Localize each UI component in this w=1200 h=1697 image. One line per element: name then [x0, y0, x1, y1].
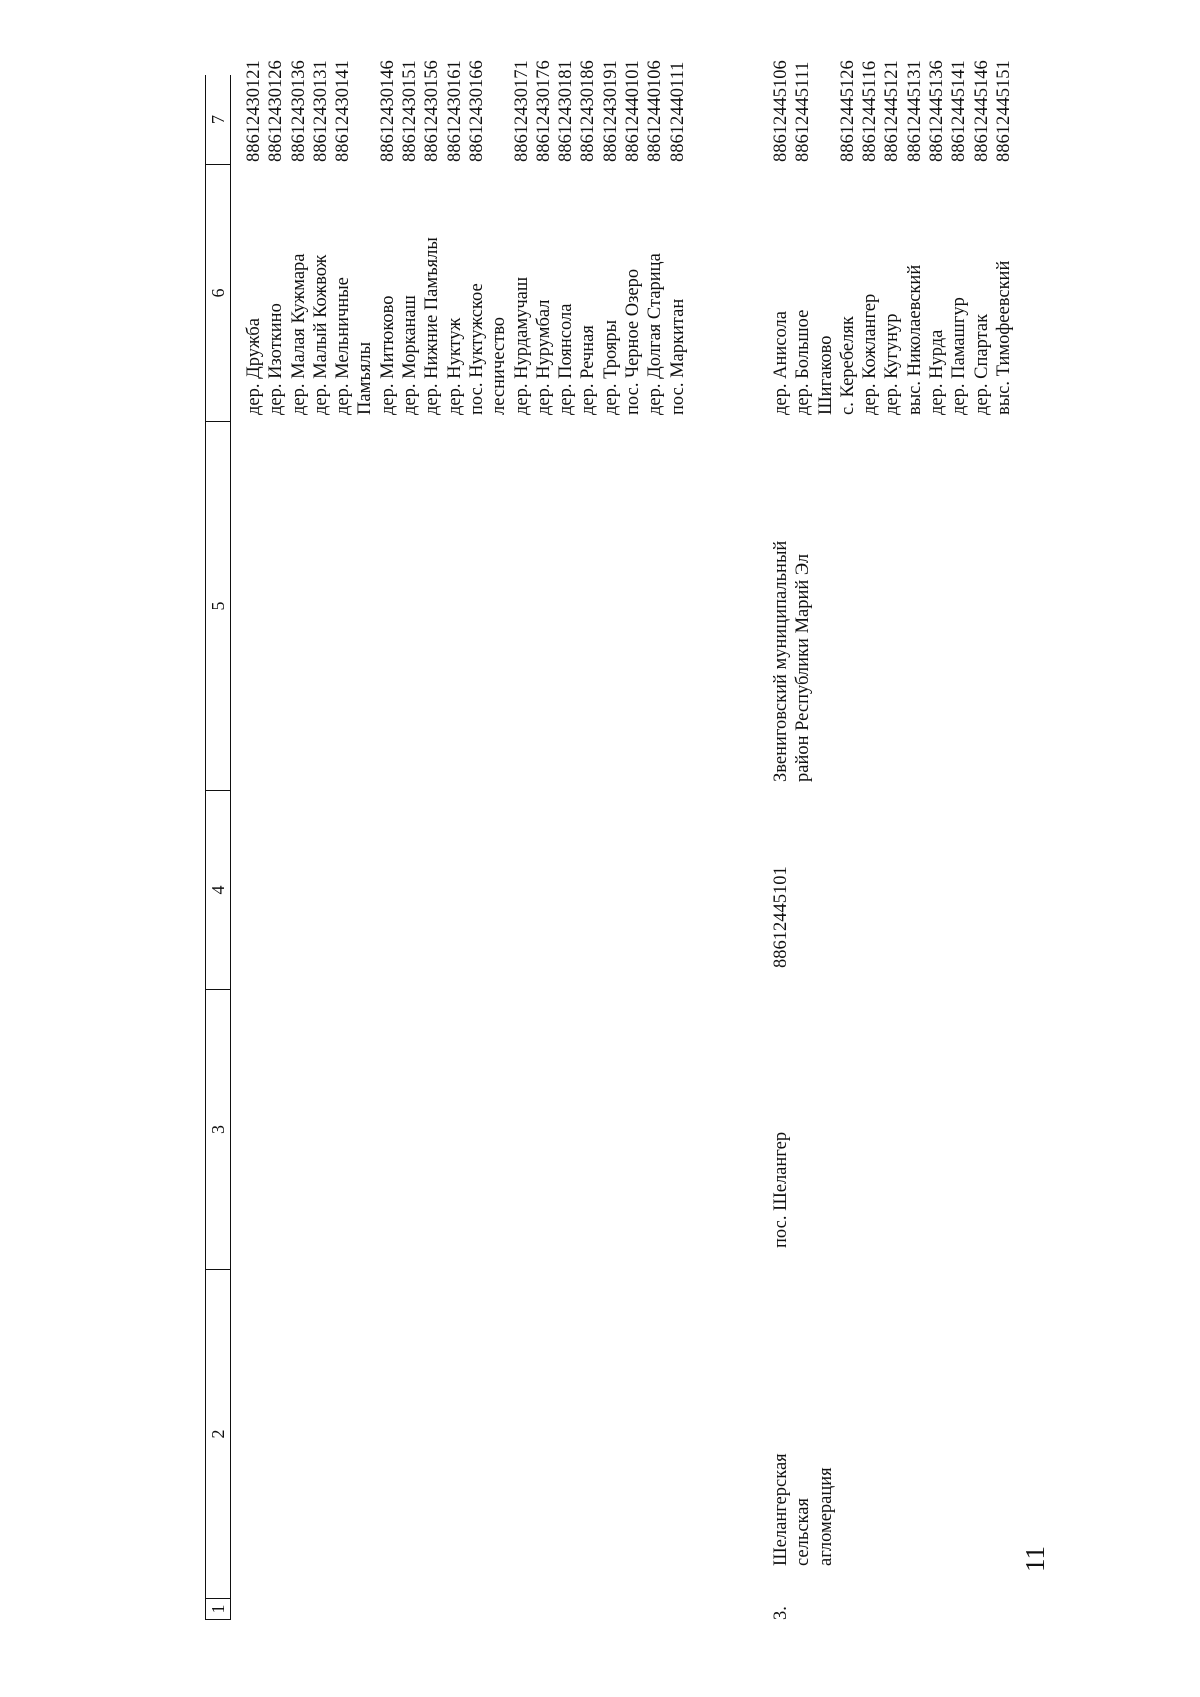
header-col-7: 7 — [208, 115, 228, 124]
list-item: 88612430136 — [288, 60, 309, 162]
list-item: лесничество — [489, 316, 510, 415]
header-col-3: 3 — [206, 989, 230, 1269]
list-item: 88612445151 — [993, 60, 1014, 162]
list-item: 88612430156 — [422, 60, 443, 162]
list-item: дер. Нурдамучаш — [511, 276, 532, 415]
header-col-1: 1 — [206, 1598, 230, 1620]
rotated-table — [205, 60, 1065, 1620]
list-item: дер. Поянсола — [556, 303, 577, 415]
list-item: дер. Большое — [793, 309, 814, 415]
list-item: 88612430186 — [578, 60, 599, 162]
list-item: 88612445136 — [927, 60, 948, 162]
header-col-4: 4 — [206, 790, 230, 989]
list-item: дер. Нурда — [927, 329, 948, 415]
list-item: 88612445126 — [837, 60, 858, 162]
list-item: 88612430166 — [466, 60, 487, 162]
list-item: 88612440111 — [667, 61, 688, 162]
list-item: 88612440101 — [623, 60, 644, 162]
table-header-row — [205, 75, 231, 1620]
district-name: Звениговский муниципальный район Республики Марий Эл — [771, 540, 814, 782]
list-item: пос. Маркитан — [667, 298, 688, 415]
list-item — [354, 60, 376, 162]
list-item: 88612445111 — [793, 61, 814, 162]
new-codes-list — [770, 60, 1015, 162]
list-item: 88612430181 — [556, 60, 577, 162]
list-item: дер. Дружба — [244, 318, 264, 415]
list-item: дер. Кожлангер — [860, 293, 881, 415]
header-col-6: 6 — [206, 164, 230, 421]
row-number: 3. — [771, 1606, 791, 1620]
list-item: 88612430191 — [600, 60, 621, 162]
list-item: дер. Нижние Памъялы — [422, 237, 443, 415]
center-code: 88612445101 — [771, 866, 791, 968]
list-item: дер. Митюково — [377, 295, 398, 415]
list-item: пос. Нуктужское — [466, 283, 487, 415]
list-item: с. Керебеляк — [837, 316, 858, 415]
list-item: 88612440106 — [645, 60, 666, 162]
list-item: 88612430121 — [244, 60, 264, 162]
list-item: дер. Нуктуж — [444, 317, 465, 415]
list-item: выс. Тимофеевский — [993, 260, 1014, 415]
list-item: дер. Кугунур — [882, 313, 903, 415]
list-item: 88612445141 — [949, 60, 970, 162]
list-item: пос. Черное Озеро — [623, 268, 644, 415]
list-item: дер. Речная — [578, 325, 599, 415]
center-name: пос. Шелангер — [771, 1131, 791, 1248]
list-item: Памъялы — [355, 341, 376, 415]
list-item: 88612430141 — [333, 60, 354, 162]
list-item: дер. Нурумбал — [533, 299, 554, 415]
list-item: дер. Памашгур — [949, 297, 970, 415]
list-item: 88612445131 — [904, 60, 925, 162]
page-number: 11 — [1020, 1546, 1050, 1572]
list-item: выс. Николаевский — [904, 264, 925, 415]
list-item: 88612430161 — [444, 60, 465, 162]
prev-codes-list — [243, 60, 689, 162]
list-item: 88612445106 — [771, 60, 791, 162]
list-item: Шигаково — [815, 335, 836, 415]
list-item: 88612445116 — [860, 60, 881, 162]
list-item: дер. Мельничные — [333, 277, 354, 415]
list-item: дер. Малая Кужмара — [288, 253, 309, 415]
list-item: дер. Трояры — [600, 319, 621, 415]
header-col-5: 5 — [206, 421, 230, 790]
list-item: 88612430131 — [310, 60, 331, 162]
list-item: 88612430151 — [400, 60, 421, 162]
header-col-2: 2 — [206, 1269, 230, 1598]
agglomeration-name: Шелангерская сельская агломерация — [771, 1453, 836, 1566]
list-item: дер. Долгая Старица — [645, 253, 666, 415]
list-item: дер. Малый Кожвож — [310, 254, 331, 415]
list-item: 88612445146 — [971, 60, 992, 162]
list-item: 88612430176 — [533, 60, 554, 162]
list-item: 88612430146 — [377, 60, 398, 162]
list-item: дер. Спартак — [971, 313, 992, 415]
list-item: 88612445121 — [882, 60, 903, 162]
list-item: 88612430171 — [511, 60, 532, 162]
list-item: дер. Морканаш — [400, 295, 421, 415]
list-item — [815, 60, 837, 162]
new-localities-list — [770, 261, 1015, 415]
prev-localities-list — [243, 237, 689, 415]
list-item: 88612430126 — [266, 60, 287, 162]
list-item: дер. Анисола — [771, 311, 791, 415]
list-item: дер. Изоткино — [266, 303, 287, 415]
list-item — [488, 60, 510, 162]
